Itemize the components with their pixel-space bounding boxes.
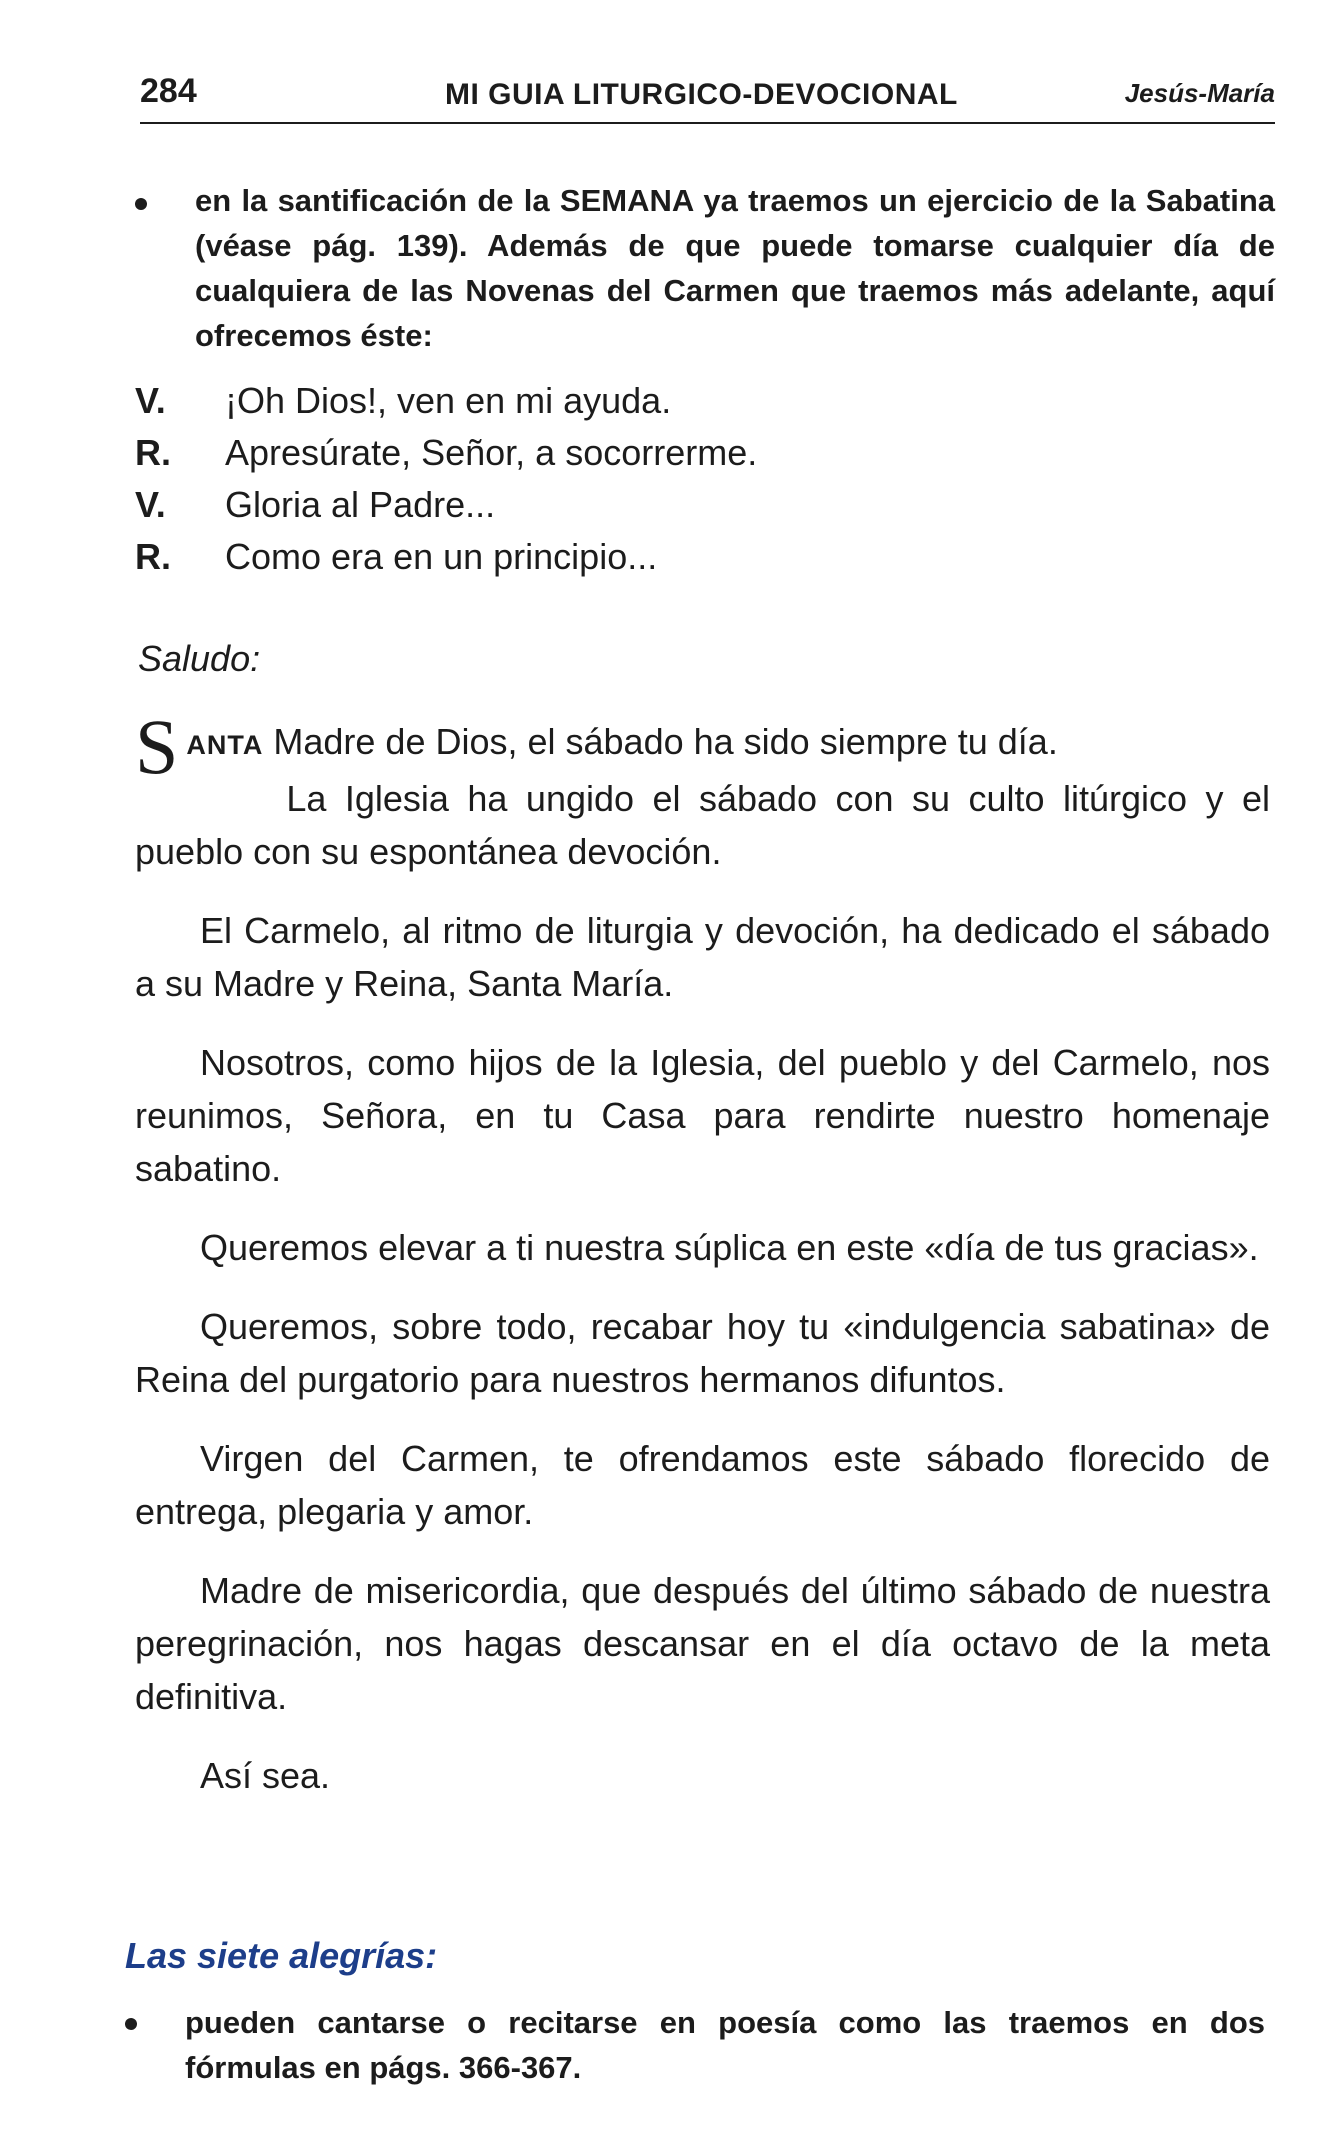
- saludo-prose: [135, 703, 1270, 1828]
- versicle-text: Gloria al Padre...: [225, 484, 496, 525]
- running-right-text: Jesús-María: [1124, 78, 1275, 108]
- versicle-symbol: V.: [135, 380, 166, 421]
- first-line-text: Madre de Dios, el sábado ha sido siempre tu día.: [263, 721, 1058, 762]
- versicle-line: [135, 479, 1235, 531]
- versicle-line: [135, 531, 1235, 583]
- running-header: [140, 70, 1275, 124]
- versicle-text: ¡Oh Dios!, ven en mi ayuda.: [225, 380, 672, 421]
- saludo-paragraph: Queremos elevar a ti nuestra súplica en este «día de tus gracias».: [200, 1227, 1259, 1268]
- bullet-dot-icon: [135, 198, 147, 210]
- versicle-line: [135, 427, 1235, 479]
- intro-text: en la santificación de la SEMANA ya traemos un ejercicio de la Sabatina (véase pág. 139). Además de que puede tomarse cualquier día de cualquiera de las Novenas del Carmen que traemos más adelante, aquí ofrecemos éste:: [195, 183, 1275, 353]
- saludo-heading: Saludo:: [138, 638, 261, 679]
- intro-bullet: [135, 178, 1275, 358]
- alegrias-text: pueden cantarse o recitarse en poesía como las traemos en dos fórmulas en págs. 366-367.: [185, 2005, 1265, 2085]
- saludo-paragraph: Nosotros, como hijos de la Iglesia, del pueblo y del Carmelo, nos reunimos, Señora, en tu Casa para rendirte nuestro homenaje sabatino.: [135, 1042, 1270, 1189]
- response-symbol: R.: [135, 432, 171, 473]
- saludo-paragraph: El Carmelo, al ritmo de liturgia y devoción, ha dedicado el sábado a su Madre y Reina, Santa María.: [135, 910, 1270, 1004]
- saludo-paragraph: Así sea.: [200, 1755, 331, 1796]
- versicle-text: Como era en un principio...: [225, 536, 658, 577]
- bullet-dot-icon: [125, 2018, 137, 2030]
- alegrias-bullet: [125, 2000, 1265, 2090]
- drop-cap: S: [135, 703, 179, 790]
- versicle-line: [135, 375, 1235, 427]
- response-symbol: R.: [135, 536, 171, 577]
- saludo-first-paragraph: [135, 703, 1270, 878]
- saludo-paragraph: Virgen del Carmen, te ofrendamos este sábado florecido de entrega, plegaria y amor.: [135, 1438, 1270, 1532]
- versicle-list: [135, 375, 1235, 583]
- saludo-paragraph: Madre de misericordia, que después del último sábado de nuestra peregrinación, nos hagas descansar en el día octavo de la meta definitiva.: [135, 1570, 1270, 1717]
- versicle-text: Apresúrate, Señor, a socorrerme.: [225, 432, 758, 473]
- versicle-symbol: V.: [135, 484, 166, 525]
- saludo-paragraph: Queremos, sobre todo, recabar hoy tu «indulgencia sabatina» de Reina del purgatorio para nuestros hermanos difuntos.: [135, 1306, 1270, 1400]
- page-number: 284: [140, 72, 197, 110]
- alegrias-heading: Las siete alegrías:: [125, 1935, 438, 1976]
- running-title: MI GUIA LITURGICO-DEVOCIONAL: [445, 78, 958, 111]
- first-word-rest: ANTA: [186, 730, 264, 760]
- paragraph-text: La Iglesia ha ungido el sábado con su culto litúrgico y el pueblo con su espontánea devoción.: [135, 778, 1270, 872]
